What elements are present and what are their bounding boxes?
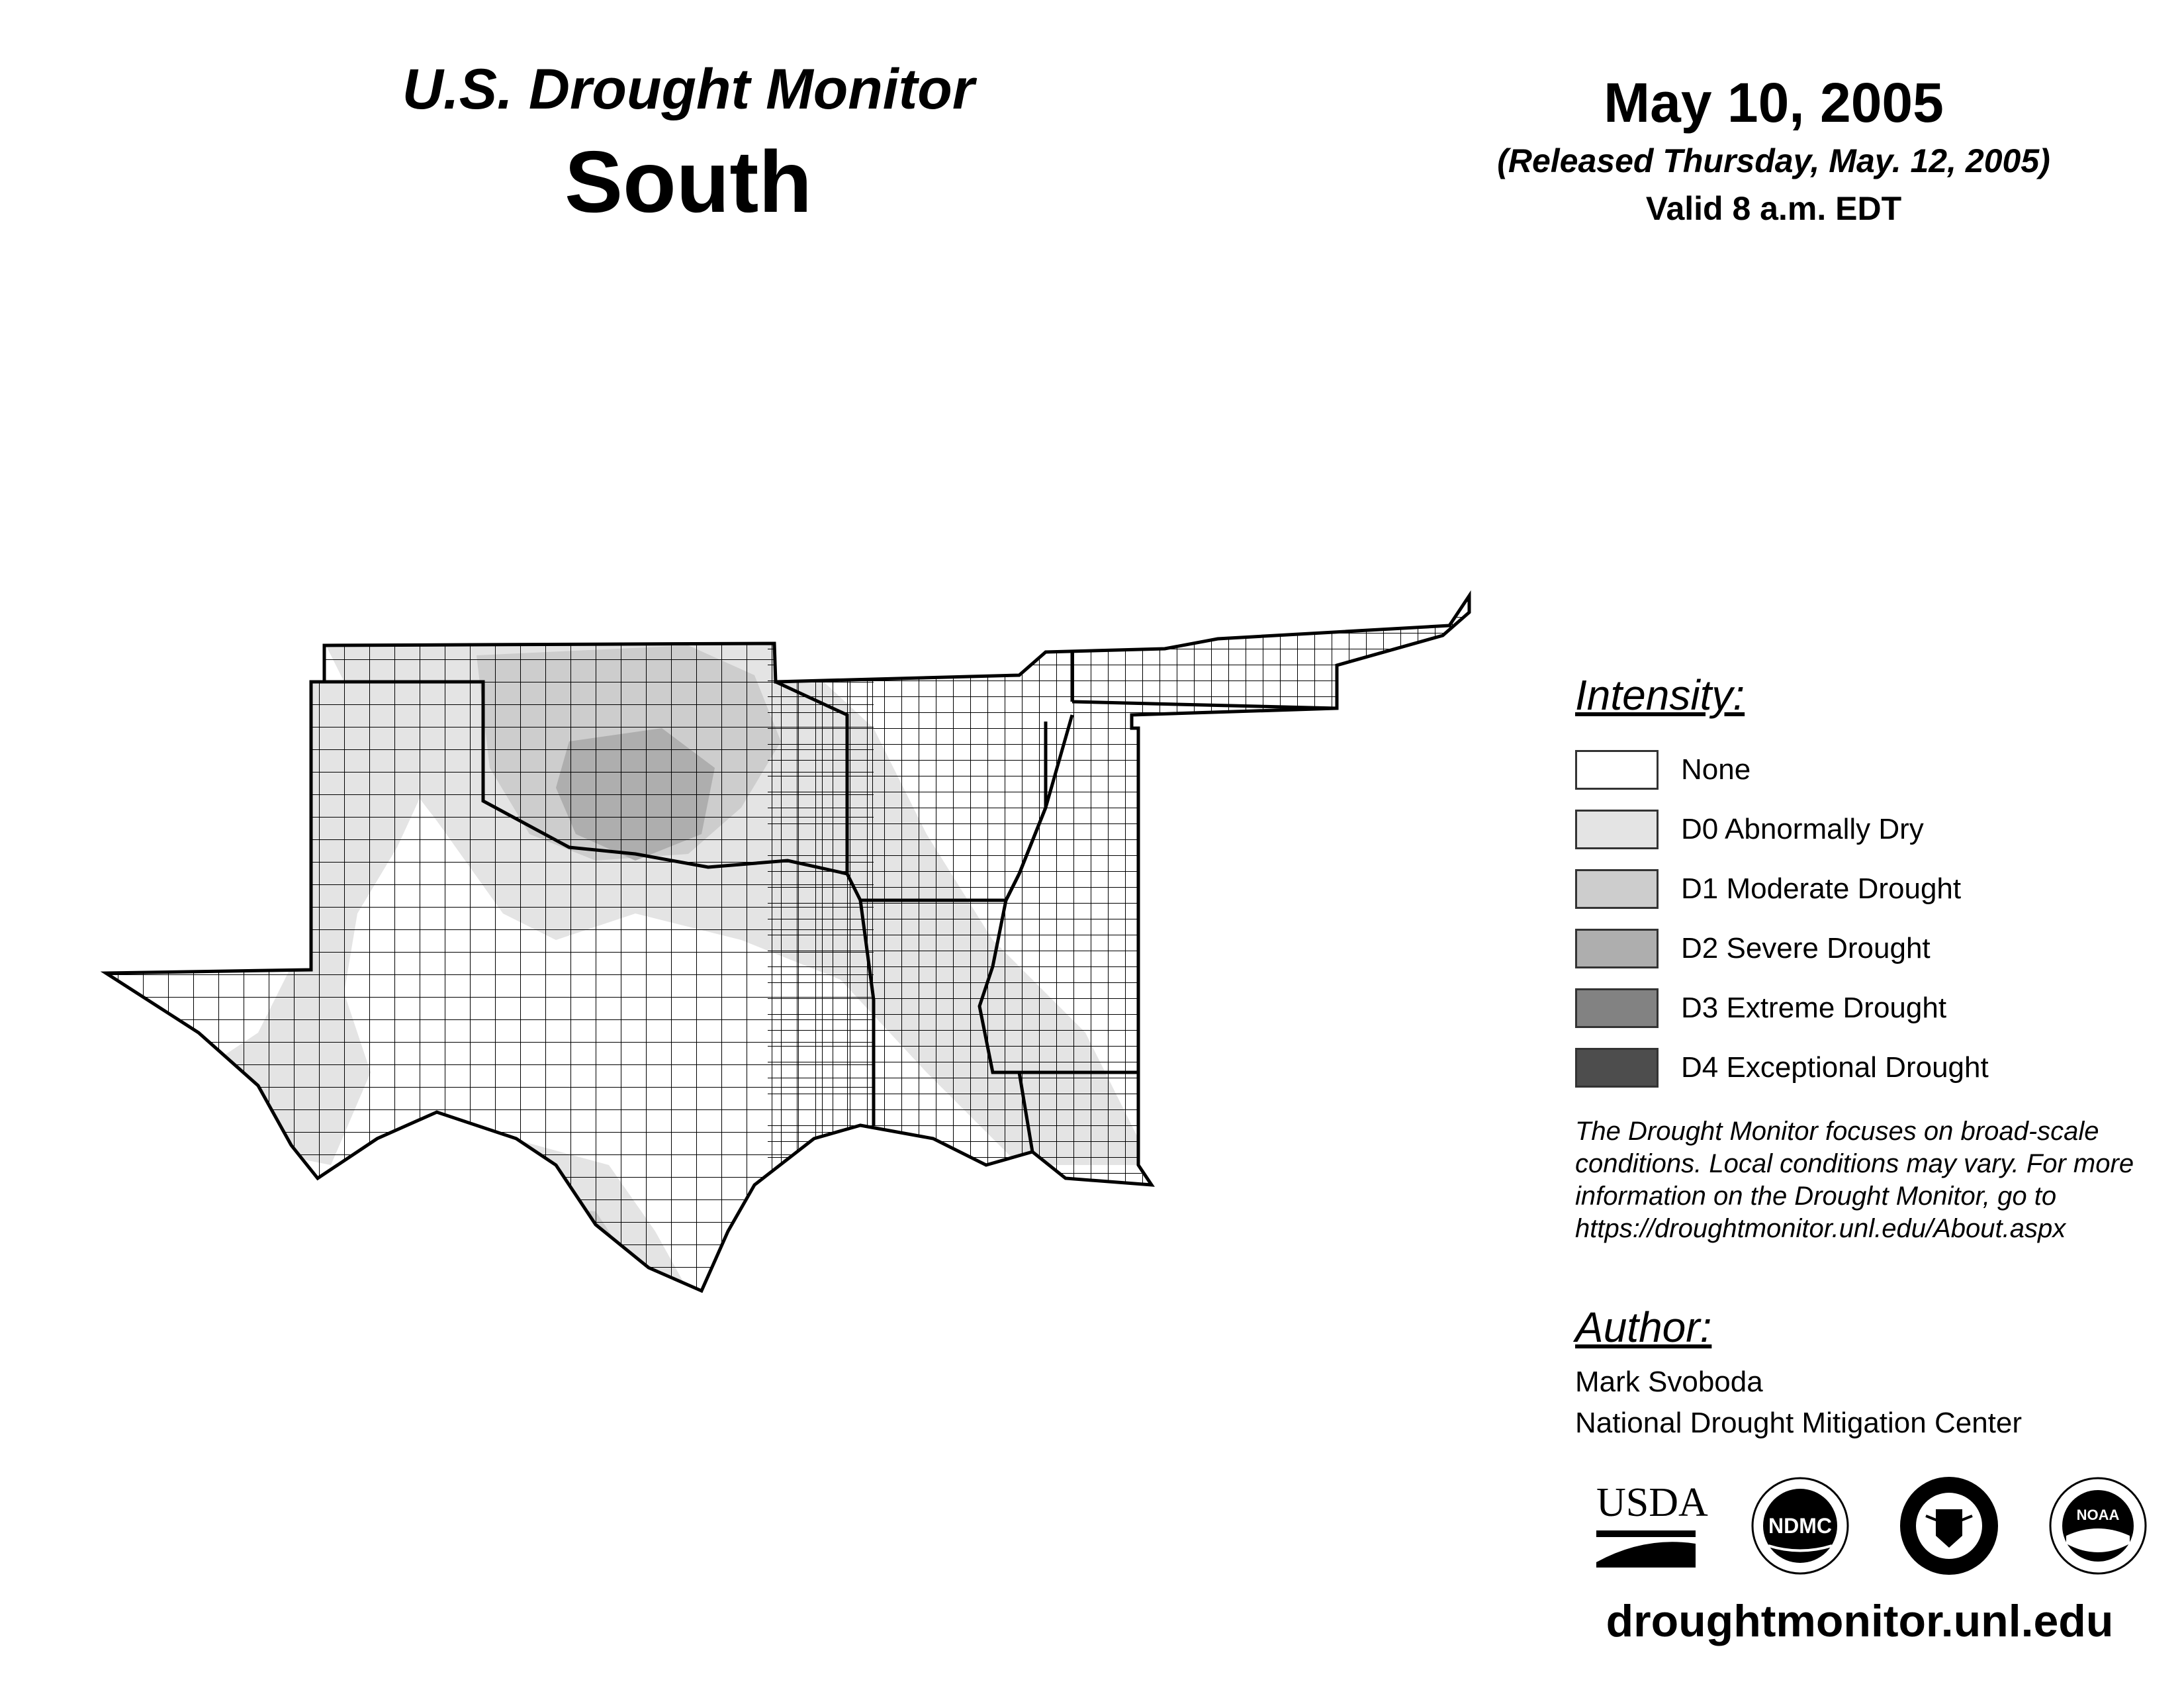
valid-time: Valid 8 a.m. EDT <box>1645 190 1902 227</box>
legend-row-d2 <box>1575 919 2158 978</box>
release-note: (Released Thursday, May. 12, 2005) <box>1497 142 2050 179</box>
author-organization: National Drought Mitigation Center <box>1575 1407 2023 1439</box>
region-name: South <box>565 133 812 230</box>
author-name: Mark Svoboda <box>1575 1366 1763 1398</box>
noaa-logo-icon <box>2050 1478 2146 1573</box>
legend-swatch <box>1575 929 1659 968</box>
noaa-logo-text: NOAA <box>2076 1507 2120 1523</box>
legend <box>1575 669 2158 1098</box>
county-lines-east <box>768 569 1496 1423</box>
legend-swatch <box>1575 750 1659 790</box>
map-date: May 10, 2005 <box>1604 71 1944 134</box>
website-url[interactable]: droughtmonitor.unl.edu <box>1606 1596 2114 1646</box>
legend-label: D0 Abnormally Dry <box>1681 813 1924 845</box>
author-block <box>1575 1301 2171 1444</box>
legend-swatch <box>1575 988 1659 1028</box>
ndmc-seal-icon <box>1752 1478 1848 1573</box>
usda-logo-icon <box>1596 1480 1708 1568</box>
usda-logo-text: USDA <box>1596 1480 1708 1525</box>
legend-row-d1 <box>1575 859 2158 919</box>
legend-swatch <box>1575 810 1659 849</box>
legend-label: D1 Moderate Drought <box>1681 872 1962 905</box>
drought-map <box>93 569 1496 1423</box>
disclaimer-text: The Drought Monitor focuses on broad-scale conditions. Local conditions may vary. For more information on the Drought Monitor, go to https://droughtmonitor.unl.edu/About.aspx <box>1575 1117 2134 1243</box>
legend-swatch <box>1575 1048 1659 1088</box>
commerce-seal-icon <box>1900 1477 1998 1575</box>
map-svg <box>93 569 1496 1423</box>
legend-row-d3 <box>1575 978 2158 1038</box>
legend-row-d0 <box>1575 800 2158 859</box>
map-title: U.S. Drought Monitor <box>402 58 975 121</box>
legend-row-none <box>1575 740 2158 800</box>
legend-label: D2 Severe Drought <box>1681 932 1931 964</box>
legend-label: D4 Exceptional Drought <box>1681 1051 1989 1084</box>
ndmc-seal-text: NDMC <box>1768 1514 1832 1538</box>
legend-row-d4 <box>1575 1038 2158 1098</box>
title-block <box>278 53 1099 238</box>
legend-swatch <box>1575 869 1659 909</box>
legend-label: D3 Extreme Drought <box>1681 992 1947 1024</box>
date-block <box>1423 66 2124 234</box>
legend-label: None <box>1681 753 1751 786</box>
partner-logos <box>1582 1470 2164 1582</box>
author-title: Author: <box>1575 1303 1712 1351</box>
legend-title: Intensity: <box>1575 671 1745 719</box>
